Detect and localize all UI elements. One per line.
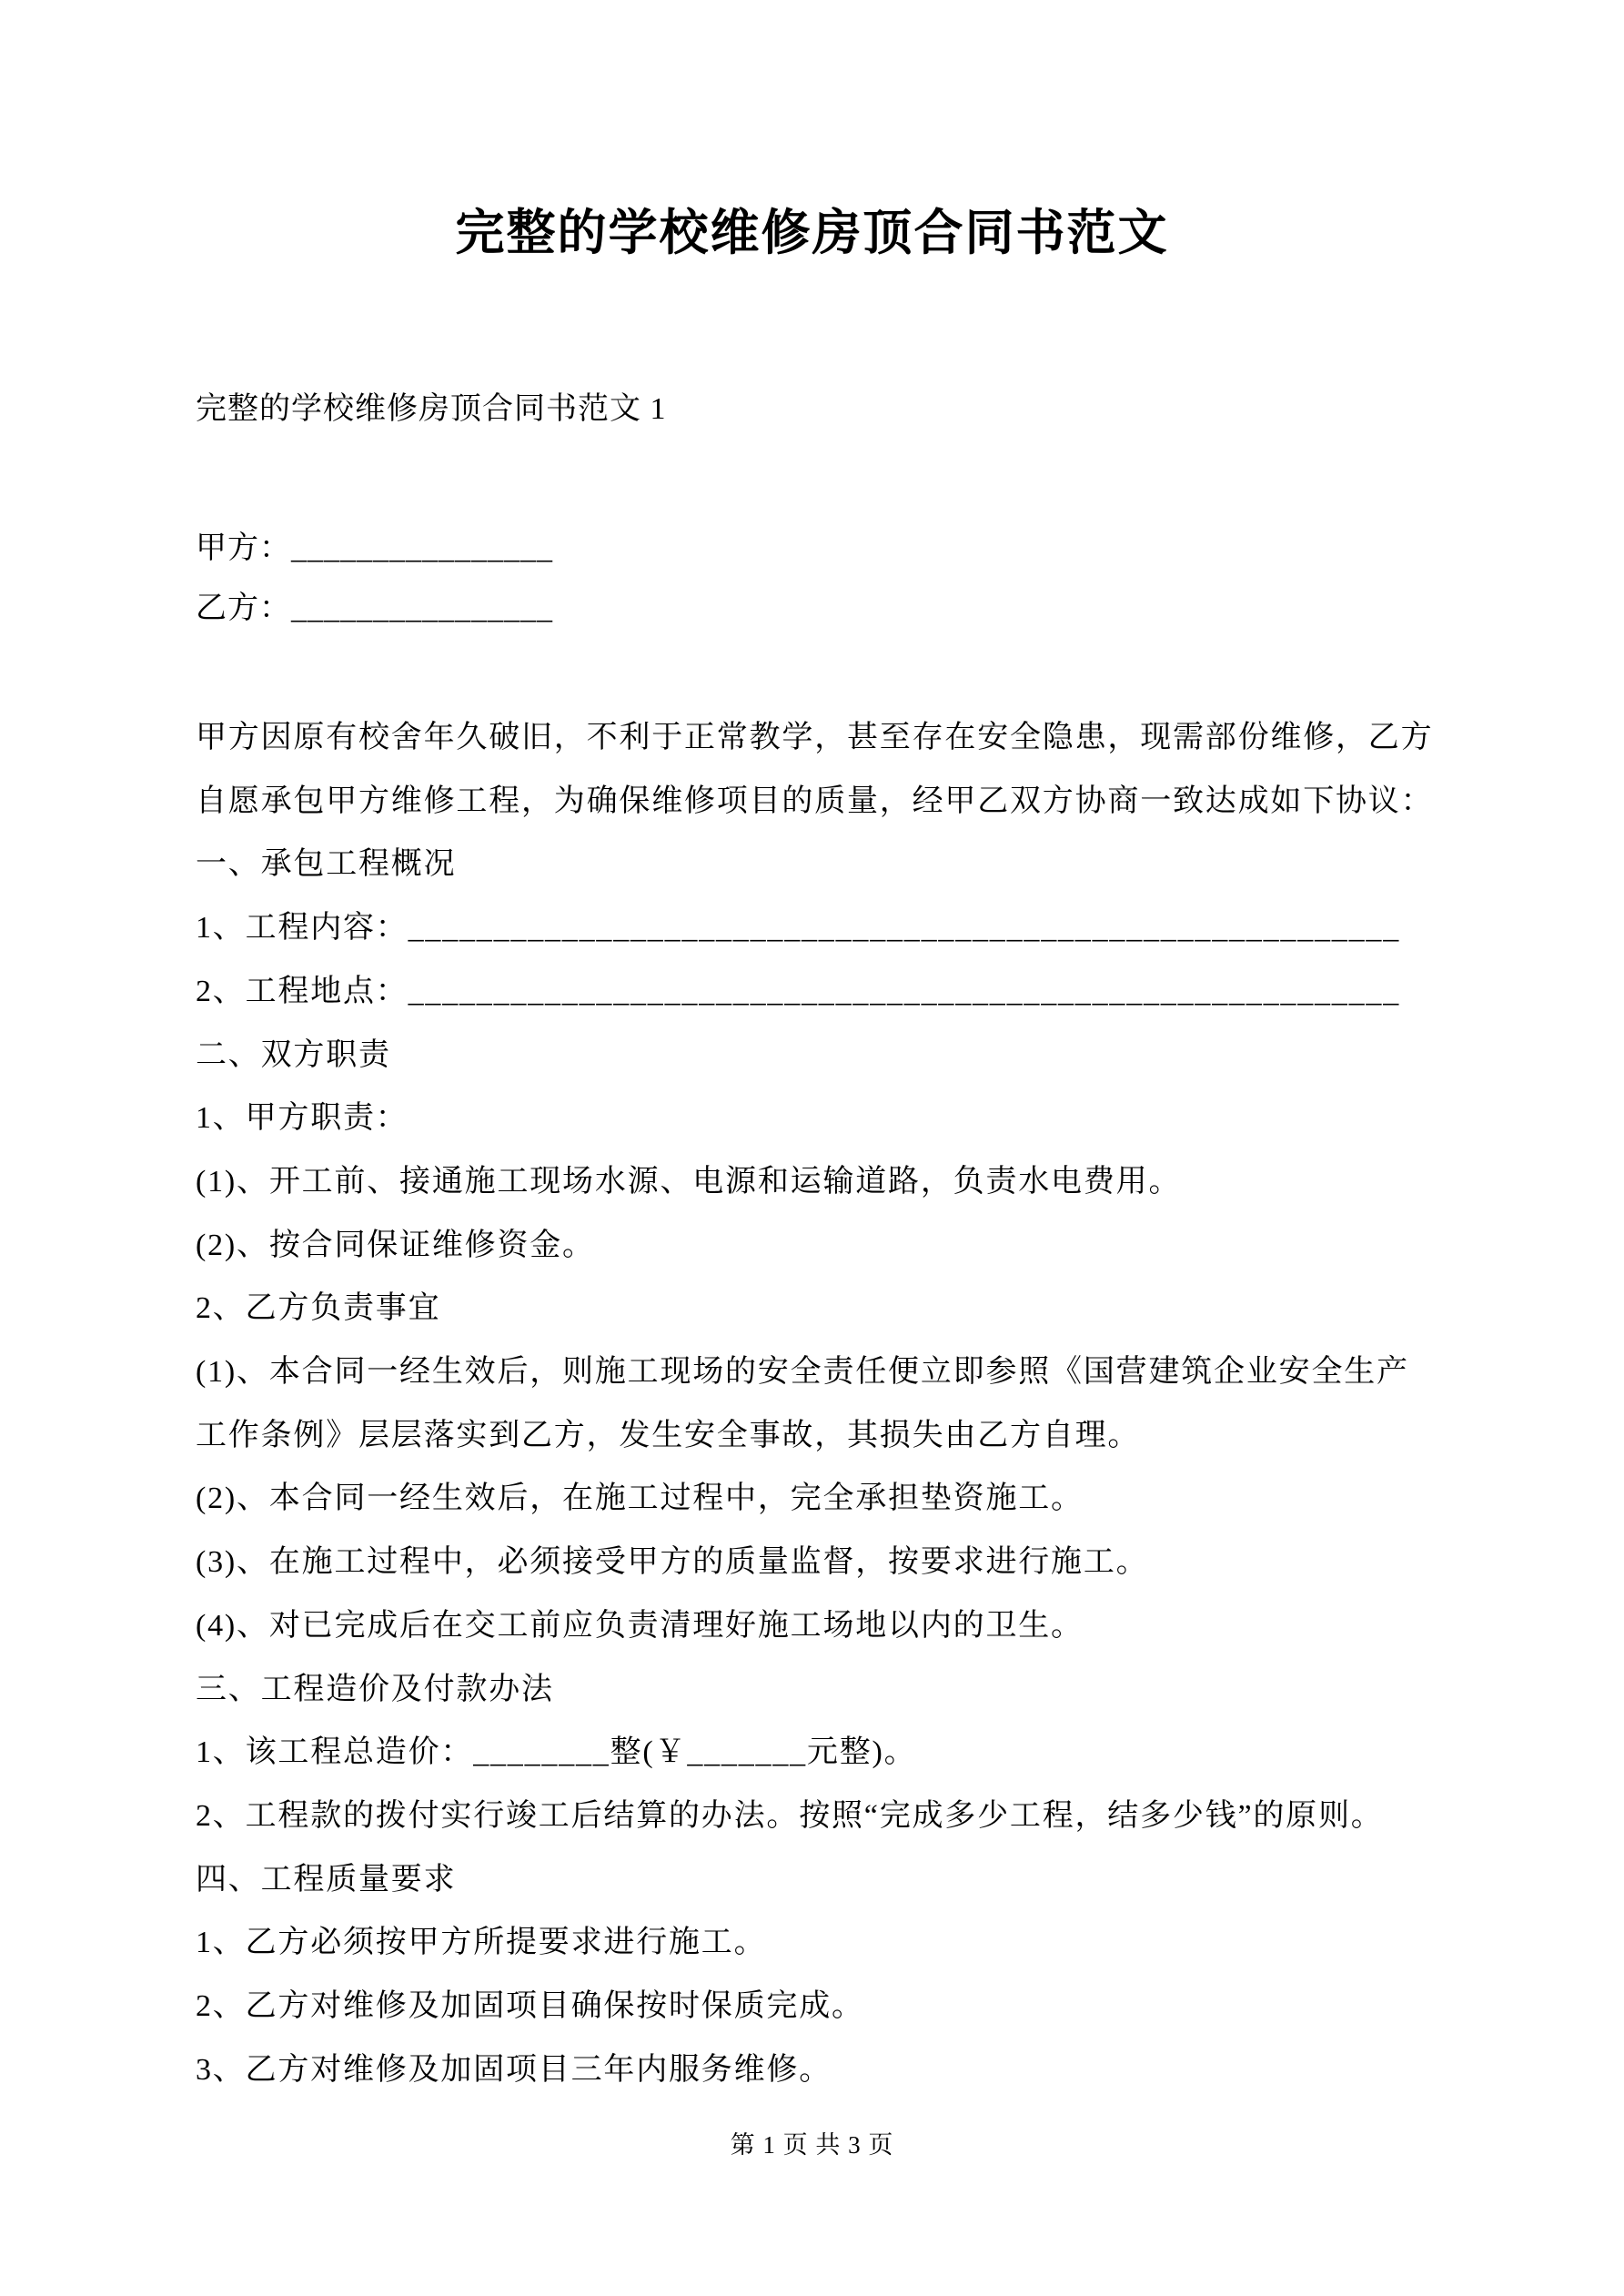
- party-a-line: [196, 519, 553, 579]
- party-b-label: 乙方：: [196, 591, 291, 625]
- section-4-heading: 四、工程质量要求: [196, 1862, 457, 1896]
- page-number-footer: 第 1 页 共 3 页: [730, 2131, 894, 2159]
- clause-party-b-duty-4: (4)、对已完成后在交工前应负责清理好施工场地以内的卫生。: [196, 1608, 1084, 1643]
- clause-quality-2: 2、乙方对维修及加固项目确保按时保质完成。: [196, 1989, 864, 2024]
- contract-body: [196, 706, 1460, 2101]
- clause-party-a-duties-heading: 1、甲方职责：: [196, 1101, 409, 1136]
- clause-party-b-duty-3: (3)、在施工过程中，必须接受甲方的质量监督，按要求进行施工。: [196, 1545, 1149, 1580]
- section-1-heading: 一、承包工程概况: [196, 847, 457, 882]
- clause-party-a-duty-2: (2)、按合同保证维修资金。: [196, 1228, 595, 1262]
- clause-party-b-duty-1-line-1: (1)、本合同一经生效后，则施工现场的安全责任便立即参照《国营建筑企业安全生产: [196, 1355, 1409, 1390]
- clause-project-content: 1、工程内容：__________________________________________________________: [196, 911, 1400, 946]
- intro-line-1: 甲方因原有校舍年久破旧，不利于正常教学，甚至存在安全隐患，现需部份维修，乙方: [196, 721, 1434, 754]
- clause-quality-3: 3、乙方对维修及加固项目三年内服务维修。: [196, 2052, 832, 2087]
- clause-total-cost: 1、该工程总造价：________整(￥_______元整)。: [196, 1735, 917, 1770]
- clause-party-b-duties-heading: 2、乙方负责事宜: [196, 1291, 441, 1326]
- party-b-line: [196, 579, 553, 639]
- clause-party-a-duty-1: (1)、开工前、接通施工现场水源、电源和运输道路，负责水电费用。: [196, 1164, 1182, 1199]
- clause-party-b-duty-1-line-2: 工作条例》层层落实到乙方，发生安全事故，其损失由乙方自理。: [196, 1418, 1141, 1452]
- party-a-blank: ________________: [291, 531, 553, 565]
- document-title: 完整的学校维修房顶合同书范文: [455, 206, 1169, 260]
- clause-party-b-duty-2: (2)、本合同一经生效后，在施工过程中，完全承担垫资施工。: [196, 1482, 1084, 1516]
- party-b-blank: ________________: [291, 591, 553, 625]
- clause-payment-method: 2、工程款的拨付实行竣工后结算的办法。按照“完成多少工程，结多少钱”的原则。: [196, 1798, 1384, 1833]
- section-3-heading: 三、工程造价及付款办法: [196, 1672, 554, 1706]
- document-subtitle: 完整的学校维修房顶合同书范文 1: [196, 392, 667, 426]
- clause-quality-1: 1、乙方必须按甲方所提要求进行施工。: [196, 1926, 767, 1960]
- party-a-label: 甲方：: [196, 531, 291, 565]
- section-2-heading: 二、双方职责: [196, 1037, 391, 1072]
- parties-block: [196, 519, 553, 638]
- intro-line-2: 自愿承包甲方维修工程，为确保维修项目的质量，经甲乙双方协商一致达成如下协议：: [196, 784, 1434, 818]
- clause-project-location: 2、工程地点：__________________________________________________________: [196, 974, 1400, 1008]
